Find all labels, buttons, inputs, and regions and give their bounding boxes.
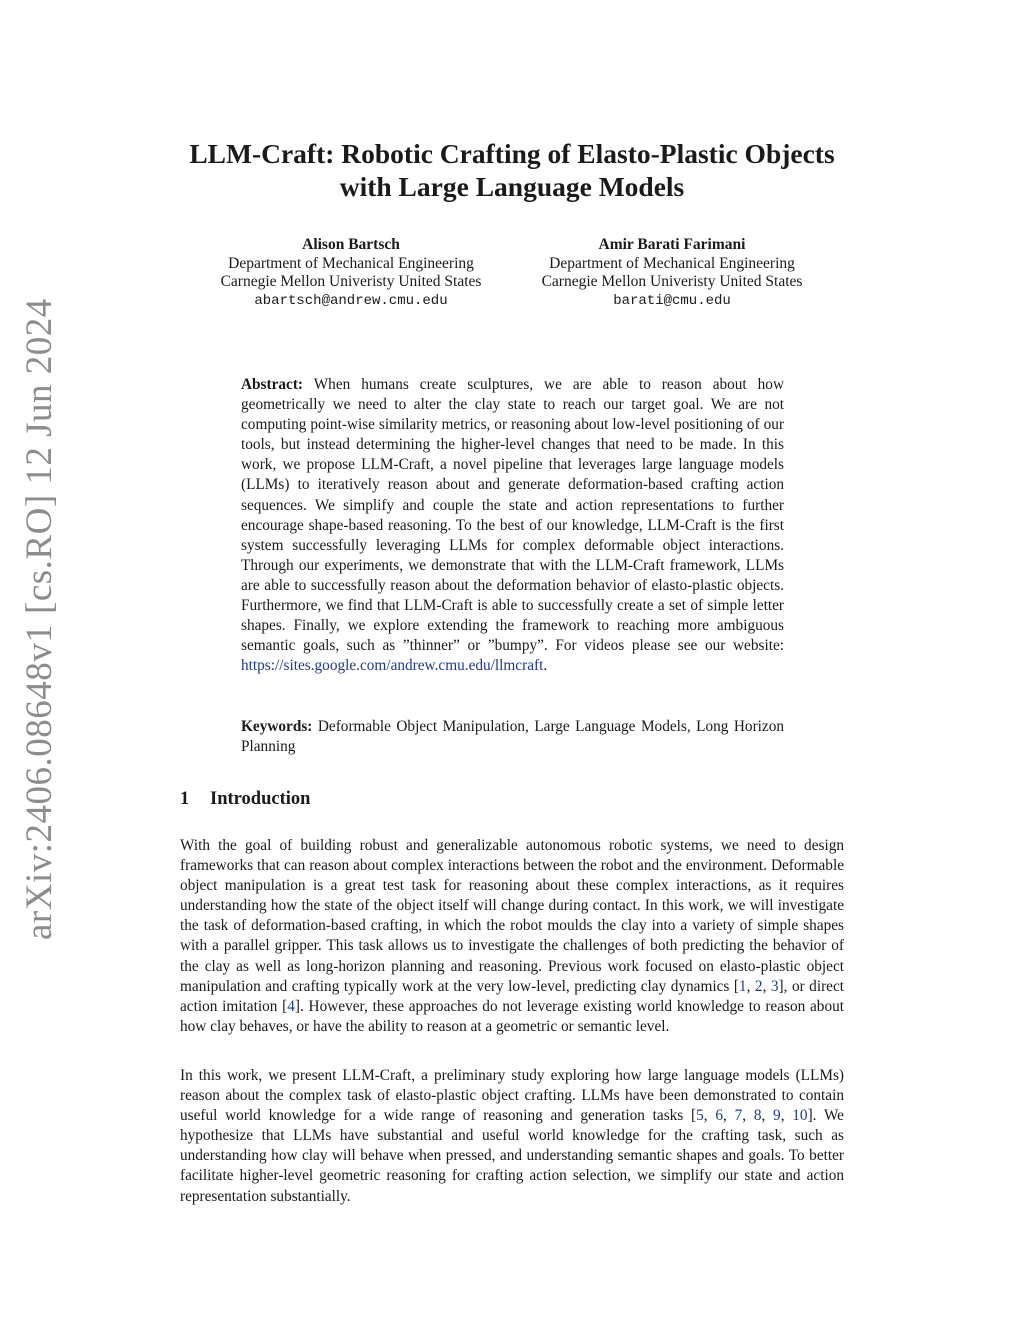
citation-link[interactable]: 6 (715, 1107, 723, 1125)
intro-paragraph-1 (180, 836, 844, 1037)
author-affiliation: Carnegie Mellon Univeristy United States (220, 273, 482, 290)
author-department: Department of Mechanical Engineering (228, 254, 474, 272)
abstract-text: When humans create sculptures, we are able to reason about how geometrically we need to alter the clay state to reach our target goal. We are not computing point-wise similarity metrics, or reasoning about low-level positioning of our tools, but instead determining the higher-level changes that need to be made. In this work, we propose LLM-Craft, a novel pipeline that leverages large language models (LLMs) to iteratively reason about and generate deformation-based crafting action sequences. We simplify and couple the state and action representations to further encourage shape-based reasoning. To the best of our knowledge, LLM-Craft is the first system successfully leveraging LLMs for complex deformable object interactions. Through our experiments, we demonstrate that with the LLM-Craft framework, LLMs are able to successfully reason about the deformation behavior of elasto-plastic objects. Furthermore, we find that LLM-Craft is able to successfully create a set of simple letter shapes. Finally, we explore extending the framework to reaching more ambiguous semantic goals, such as ”thinner” or ”bumpy”. For videos please see our website: (241, 376, 784, 655)
author-name: Amir Barati Farimani (598, 236, 746, 253)
separator: , (723, 1107, 735, 1125)
intro-paragraph-2 (180, 1066, 844, 1207)
section-number: 1 (180, 789, 190, 809)
separator: , (703, 1107, 716, 1125)
keywords-text: Deformable Object Manipulation, Large Language Models, Long Horizon Planning (241, 718, 784, 756)
separator: , (761, 1107, 774, 1125)
keywords-label: Keywords: (241, 718, 313, 735)
citation-link[interactable]: 9 (773, 1107, 781, 1125)
author-department: Department of Mechanical Engineering (549, 254, 795, 272)
paper-title: LLM-Craft: Robotic Crafting of Elasto-Plastic Objects with Large Language Models (189, 138, 835, 202)
citation-link[interactable]: 3 (770, 977, 779, 995)
citation-link[interactable]: 1 (738, 977, 747, 995)
section-heading-introduction (180, 789, 310, 810)
citation-link[interactable]: 5 (696, 1107, 704, 1125)
author-block-1 (196, 236, 506, 310)
paragraph-text: In this work, we present LLM-Craft, a preliminary study exploring how large language models (LLMs) reason about the complex task of elasto-plastic object crafting. LLMs have been demonstrated to contain useful world knowledge for a wide range of reasoning and generation tasks [ (180, 1067, 844, 1125)
separator: , (762, 977, 771, 995)
paragraph-text: With the goal of building robust and generalizable autonomous robotic systems, we need to design frameworks that can reason about complex interactions between the robot and the environment. Deformable object manipulation is a great test task for reasoning about these complex interactions, as it requires understanding how the state of the object itself will change during contact. In this work, we will investigate the task of deformation-based crafting, in which the robot moulds the clay into a variety of simple shapes with a parallel gripper. This task allows us to investigate the challenges of both predicting the behavior of the clay as well as long-horizon planning and reasoning. Previous work focused on elasto-plastic object manipulation and crafting typically work at the very low-level, predicting clay dynamics [ (180, 837, 844, 995)
citation-link[interactable]: 4 (287, 997, 295, 1015)
paragraph-text: ]. However, these approaches do not leverage existing world knowledge to reason about how clay behaves, or have the ability to reason at a geometric or semantic level. (180, 997, 844, 1035)
citation-link[interactable]: 10 (792, 1107, 808, 1125)
author-email[interactable]: barati@cmu.edu (613, 292, 731, 309)
paragraph-text: ], or direct action imitation [ (180, 977, 845, 1015)
keywords (241, 717, 784, 757)
citation-link[interactable]: 8 (753, 1107, 762, 1125)
abstract-end: . (543, 657, 548, 675)
author-name: Alison Bartsch (302, 236, 400, 253)
separator: , (746, 977, 755, 995)
author-affiliation: Carnegie Mellon Univeristy United States (541, 273, 803, 290)
paragraph-text: ]. We hypothesize that LLMs have substantial and useful world knowledge for the crafting task, such as understanding how clay will behave when pressed, and understanding semantic shapes and goals. To better facilitate higher-level geometric reasoning for crafting action selection, we simplify our state and action representation substantially. (180, 1107, 844, 1205)
separator: , (780, 1107, 793, 1125)
abstract (241, 375, 784, 676)
citation-link[interactable]: 7 (734, 1107, 743, 1125)
citation-link[interactable]: 2 (754, 977, 763, 995)
abstract-label: Abstract: (241, 376, 304, 393)
author-email[interactable]: abartsch@andrew.cmu.edu (254, 292, 448, 309)
separator: , (742, 1107, 754, 1125)
author-block-2 (522, 236, 822, 310)
website-link[interactable]: https://sites.google.com/andrew.cmu.edu/llmcraft (241, 657, 544, 675)
section-title: Introduction (210, 789, 311, 809)
arxiv-identifier: arXiv:2406.08648v1 [cs.RO] 12 Jun 2024 (19, 298, 60, 940)
